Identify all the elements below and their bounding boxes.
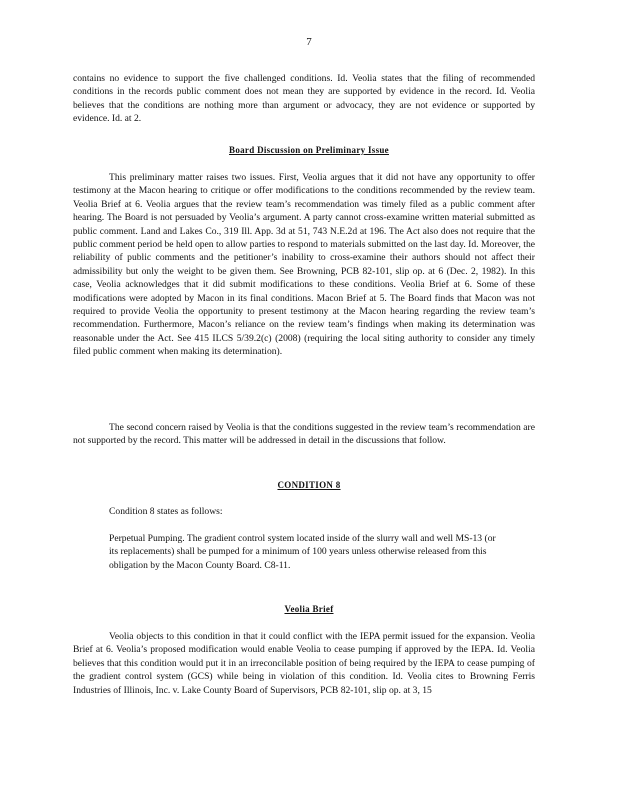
paragraph-text: The second concern raised by Veolia is that the conditions suggested in the review team’s recommendation are not supported by the record. This matter will be addressed in detail in the discussions that follow.	[73, 422, 535, 447]
paragraph-text: Veolia objects to this condition in that it could conflict with the IEPA permit issued for the expansion. Veolia Brief at 6. Veolia’s proposed modification would enable Veolia to cease pumping if approved by the IEPA. Id. Veolia believes that this condition would put it in an irreconcilable position of being required by the IEPA to cease pumping of the gradient control system (GCS) while being in violation of this condition. Id. Veolia cites to Browning Ferris Industries of Illinois, Inc. v. Lake County Board of Supervisors, PCB 82-101, slip op. at 3, 15	[73, 631, 535, 696]
paragraph-text: contains no evidence to support the five challenged conditions. Id. Veolia states that the filing of recommended conditions in the records public comment does not mean they are supported by evidence in the record. Id. Veolia believes that the conditions are nothing more than argument or advocacy, they are not evidence or supported by evidence. Id. at 2.	[73, 73, 535, 125]
paragraph-text: Condition 8 states as follows:	[109, 506, 223, 517]
block-quote-condition-8	[109, 532, 499, 572]
section-heading-veolia-brief	[0, 604, 618, 614]
paragraph-condition-intro	[109, 505, 509, 518]
section-heading-board-discussion	[0, 145, 618, 155]
heading-text: CONDITION 8	[277, 480, 341, 490]
heading-text: Board Discussion on Preliminary Issue	[229, 145, 389, 155]
paragraph-intro	[73, 72, 535, 126]
heading-text: Veolia Brief	[284, 604, 334, 614]
quote-text: Perpetual Pumping. The gradient control system located inside of the slurry wall and well MS-13 (or its replacements) shall be pumped for a minimum of 100 years unless otherwise released from this obligation by the Macon County Board. C8-11.	[109, 533, 496, 571]
paragraph-second-concern	[73, 421, 535, 448]
section-heading-condition-8	[0, 480, 618, 490]
paragraph-text: This preliminary matter raises two issues. First, Veolia argues that it did not have any opportunity to offer testimony at the Macon hearing to critique or offer modifications to the conditions recommended by the review team. Veolia Brief at 6. Veolia argues that the review team’s recommendation was timely filed as a public comment after hearing. The Board is not persuaded by Veolia’s argument. A party cannot cross-examine written material submitted as public comment. Land and Lakes Co., 319 Ill. App. 3d at 51, 743 N.E.2d at 196. The Act also does not require that the public comment period be held open to allow parties to respond to materials submitted on the last day. Id. Moreover, the reliability of public comments and the petitioner’s inability to cross-examine their authors should not affect their admissibility but only the weight to be given them. See Browning, PCB 82-101, slip op. at 6 (Dec. 2, 1982). In this case, Veolia acknowledges that it did submit modifications to these conditions. Veolia Brief at 6. Some of these modifications were adopted by Macon in its final conditions. Macon Brief at 5. The Board finds that Macon was not required to provide Veolia the opportunity to present testimony at the Macon hearing regarding the review team’s recommendation. Furthermore, Macon’s reliance on the review team’s findings when making its determination was reasonable under the Act. See 415 ILCS 5/39.2(c) (2008) (requiring the local siting authority to consider any timely filed public comment when making its determination).	[73, 172, 535, 358]
page-number: 7	[306, 36, 312, 48]
paragraph-preliminary	[73, 171, 535, 359]
paragraph-veolia-objection	[73, 630, 535, 697]
